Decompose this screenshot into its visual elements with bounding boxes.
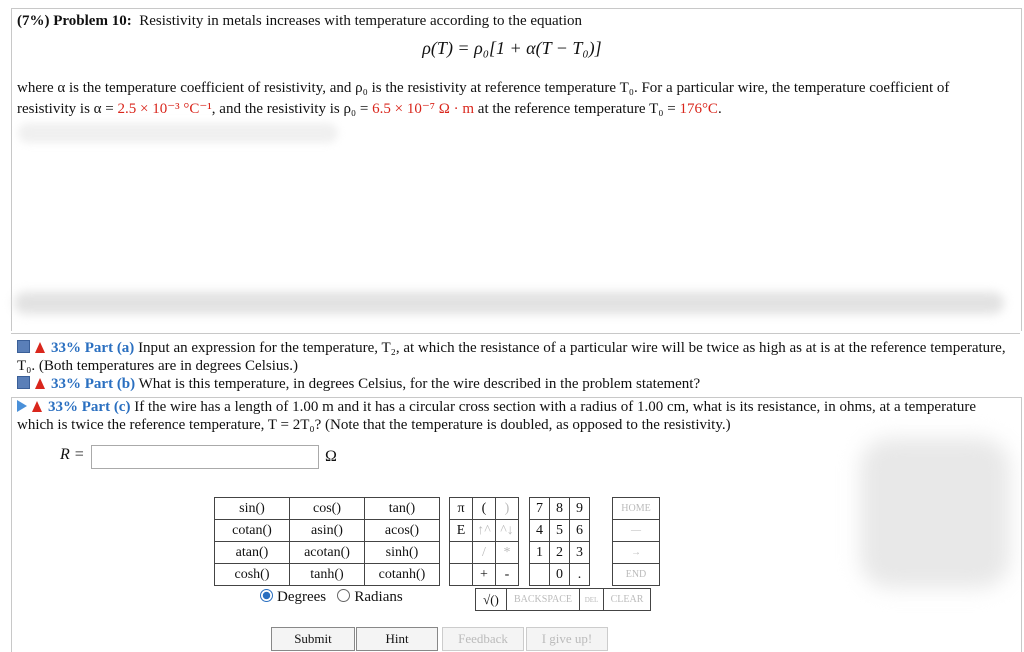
pi-key[interactable]: π bbox=[450, 498, 473, 520]
clear-key[interactable]: CLEAR bbox=[604, 589, 651, 611]
part-a-weight: 33% Part (a) bbox=[51, 340, 135, 356]
give-up-button[interactable]: I give up! bbox=[526, 627, 608, 651]
divide-key[interactable]: / bbox=[473, 542, 496, 564]
expand-arrow-icon[interactable] bbox=[17, 400, 27, 412]
left-arrow-key[interactable]: — bbox=[613, 520, 660, 542]
cotanh-key[interactable]: cotanh() bbox=[365, 564, 440, 586]
alpha-value: 2.5 × 10⁻³ °C⁻¹ bbox=[117, 101, 212, 117]
end-key[interactable]: END bbox=[613, 564, 660, 586]
degrees-label: Degrees bbox=[277, 589, 327, 605]
digit-8-key[interactable]: 8 bbox=[550, 498, 570, 520]
problem-statement bbox=[17, 78, 1007, 120]
digit-4-key[interactable]: 4 bbox=[530, 520, 550, 542]
blank-key bbox=[450, 542, 473, 564]
home-key[interactable]: HOME bbox=[613, 498, 660, 520]
warning-icon bbox=[32, 401, 42, 412]
digit-3-key[interactable]: 3 bbox=[570, 542, 590, 564]
part-b-text: What is this temperature, in degrees Celsius, for the wire described in the problem statement? bbox=[138, 376, 701, 392]
submit-button[interactable]: Submit bbox=[271, 627, 355, 651]
degrees-radio[interactable] bbox=[260, 589, 273, 602]
part-b-weight: 33% Part (b) bbox=[51, 376, 136, 392]
problem-header bbox=[17, 13, 582, 30]
problem-label: Problem 10: bbox=[53, 13, 132, 29]
answer-unit: Ω bbox=[325, 448, 337, 465]
tanh-key[interactable]: tanh() bbox=[290, 564, 365, 586]
part-c-weight: 33% Part (c) bbox=[48, 399, 131, 415]
del-key[interactable]: DEL bbox=[580, 589, 604, 611]
collapse-icon[interactable] bbox=[17, 376, 30, 389]
plus-key[interactable]: + bbox=[473, 564, 496, 586]
part-c[interactable] bbox=[17, 398, 1007, 434]
power-down-key[interactable]: ^↓ bbox=[496, 520, 519, 542]
digit-keypad bbox=[529, 497, 590, 586]
digit-9-key[interactable]: 9 bbox=[570, 498, 590, 520]
digit-1-key[interactable]: 1 bbox=[530, 542, 550, 564]
digit-2-key[interactable]: 2 bbox=[550, 542, 570, 564]
angle-mode bbox=[260, 589, 403, 606]
sin-key[interactable]: sin() bbox=[215, 498, 290, 520]
problem-intro: Resistivity in metals increases with temperature according to the equation bbox=[139, 13, 583, 29]
blank-key bbox=[450, 564, 473, 586]
sqrt-key[interactable]: √() bbox=[476, 589, 507, 611]
radians-radio[interactable] bbox=[337, 589, 350, 602]
close-paren-key[interactable]: ) bbox=[496, 498, 519, 520]
symbol-keypad bbox=[449, 497, 519, 586]
statement-text-c: at the reference temperature T₀ = bbox=[474, 101, 680, 117]
collapse-icon[interactable] bbox=[17, 340, 30, 353]
part-b[interactable] bbox=[17, 375, 1007, 393]
cotan-key[interactable]: cotan() bbox=[215, 520, 290, 542]
power-up-key[interactable]: ↑^ bbox=[473, 520, 496, 542]
right-arrow-key[interactable]: → bbox=[613, 542, 660, 564]
decimal-key[interactable]: . bbox=[570, 564, 590, 586]
multiply-key[interactable]: * bbox=[496, 542, 519, 564]
statement-text-a: where α is the temperature coefficient of resistivity, and ρ₀ is the resistivity at reference temperature T₀. For a particular wire, the temperature coefficient of resistivity is α = bbox=[17, 80, 950, 117]
digit-7-key[interactable]: 7 bbox=[530, 498, 550, 520]
t0-value: 176°C bbox=[679, 101, 718, 117]
e-key[interactable]: E bbox=[450, 520, 473, 542]
nav-keypad bbox=[612, 497, 660, 586]
minus-key[interactable]: - bbox=[496, 564, 519, 586]
answer-label: R = bbox=[60, 446, 85, 463]
part-a[interactable] bbox=[17, 339, 1007, 375]
rho-value: 6.5 × 10⁻⁷ Ω · m bbox=[372, 101, 475, 117]
warning-icon bbox=[35, 342, 45, 353]
blank-key bbox=[530, 564, 550, 586]
atan-key[interactable]: atan() bbox=[215, 542, 290, 564]
function-keypad bbox=[214, 497, 440, 586]
statement-text-b: , and the resistivity is ρ₀ = bbox=[211, 101, 373, 117]
hint-button[interactable]: Hint bbox=[356, 627, 438, 651]
digit-6-key[interactable]: 6 bbox=[570, 520, 590, 542]
cosh-key[interactable]: cosh() bbox=[215, 564, 290, 586]
radians-label: Radians bbox=[354, 589, 403, 605]
feedback-button[interactable]: Feedback bbox=[442, 627, 524, 651]
resistivity-equation: ρ(T) = ρ₀[1 + α(T − T₀)] bbox=[422, 38, 602, 58]
bottom-keypad bbox=[475, 588, 651, 611]
asin-key[interactable]: asin() bbox=[290, 520, 365, 542]
answer-input[interactable] bbox=[91, 445, 319, 469]
backspace-key[interactable]: BACKSPACE bbox=[507, 589, 580, 611]
sinh-key[interactable]: sinh() bbox=[365, 542, 440, 564]
part-c-text: If the wire has a length of 1.00 m and it has a circular cross section with a radius of 1.00 cm, what is its resistance, in ohms, at a temperature which is twice the reference temperature, T = 2T₀? (Note that the temperature is doubled, as opposed to the resistivity.) bbox=[17, 399, 977, 433]
redacted-region bbox=[860, 438, 1010, 588]
redacted-region bbox=[14, 292, 1004, 314]
tan-key[interactable]: tan() bbox=[365, 498, 440, 520]
cos-key[interactable]: cos() bbox=[290, 498, 365, 520]
acotan-key[interactable]: acotan() bbox=[290, 542, 365, 564]
problem-weight: (7%) bbox=[17, 13, 50, 29]
open-paren-key[interactable]: ( bbox=[473, 498, 496, 520]
part-a-text: Input an expression for the temperature, T₂, at which the resistance of a particular wire will be twice as high as at is at the reference temperature, T₀. (Both temperatures are in degrees Celsius.) bbox=[17, 340, 1006, 374]
statement-text-d: . bbox=[717, 101, 722, 117]
digit-5-key[interactable]: 5 bbox=[550, 520, 570, 542]
acos-key[interactable]: acos() bbox=[365, 520, 440, 542]
digit-0-key[interactable]: 0 bbox=[550, 564, 570, 586]
redacted-region bbox=[18, 123, 338, 143]
warning-icon bbox=[35, 378, 45, 389]
